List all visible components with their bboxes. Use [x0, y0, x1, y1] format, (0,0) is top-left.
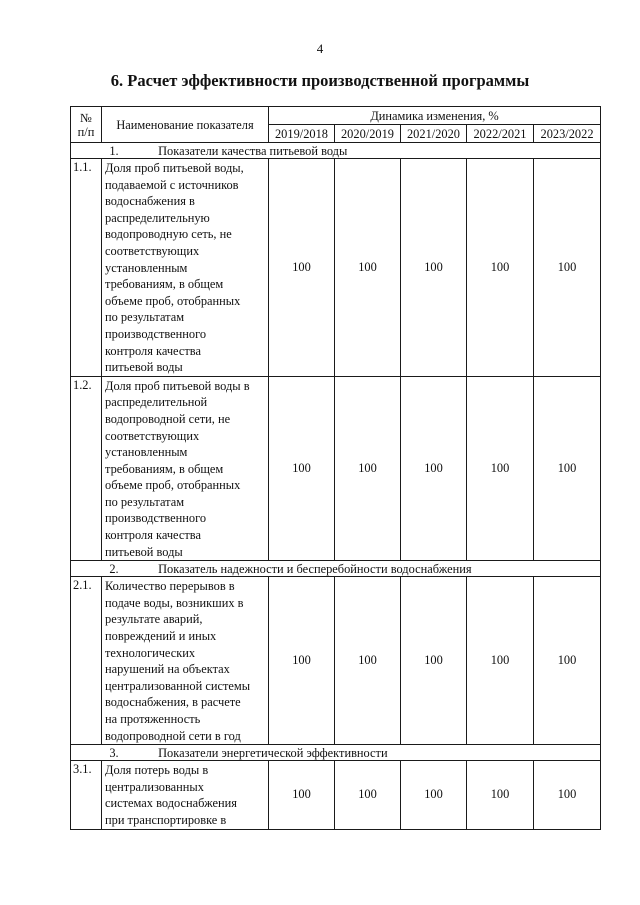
table-row [71, 159, 601, 377]
row-number: 1.1. [71, 159, 102, 377]
value-cell: 100 [467, 761, 534, 829]
value-cell: 100 [335, 159, 401, 377]
indicator-line: объеме проб, отобранных [105, 293, 241, 308]
indicator-line: водопроводной сети в год [105, 728, 241, 743]
value-cell: 100 [534, 159, 601, 377]
table-row [71, 376, 601, 561]
indicator-line: на протяженность [105, 712, 201, 726]
indicator-line: распределительную [105, 210, 210, 225]
value-cell: 100 [335, 376, 401, 561]
section-number: 1. [109, 143, 119, 158]
section-header-cell [71, 143, 601, 159]
header-num-cell [71, 107, 102, 143]
indicator-name [102, 577, 269, 745]
indicator-name [102, 159, 269, 377]
value-cell: 100 [401, 159, 467, 377]
indicator-line: производственного [105, 511, 207, 526]
indicator-line: водоснабжения в [105, 194, 195, 209]
value-cell: 100 [401, 577, 467, 745]
indicator-line: Доля потерь воды в [105, 763, 209, 778]
indicator-line: технологических [105, 645, 196, 660]
value-cell: 100 [269, 376, 335, 561]
indicator-line: Доля проб питьевой воды в [105, 378, 250, 393]
value-cell: 100 [467, 159, 534, 377]
section-number: 2. [109, 561, 119, 576]
row-number: 3.1. [71, 761, 102, 829]
indicator-line: водопроводной сети, не [105, 411, 231, 426]
section-title: Показатели энергетической эффективности [158, 745, 388, 760]
section-header-cell [71, 561, 601, 577]
section-header-row [71, 143, 601, 159]
value-cell: 100 [401, 376, 467, 561]
page-number: 4 [316, 41, 324, 56]
value-cell: 100 [467, 376, 534, 561]
value-cell: 100 [534, 761, 601, 829]
value-cell: 100 [335, 577, 401, 745]
indicator-line: водопроводную сеть, не [105, 227, 232, 242]
header-name-cell [102, 107, 269, 143]
indicator-line: по результатам [105, 310, 185, 325]
indicator-line: Доля проб питьевой воды, [105, 161, 244, 175]
indicator-line: контроля качества [105, 528, 201, 543]
row-number: 2.1. [71, 577, 102, 745]
indicator-name [102, 376, 269, 561]
section-title: Показатель надежности и бесперебойности водоснабжения [158, 561, 472, 576]
value-cell: 100 [269, 159, 335, 377]
indicator-line: системах водоснабжения [105, 796, 237, 811]
value-cell: 100 [534, 376, 601, 561]
section-title: Показатели качества питьевой воды [158, 143, 348, 158]
indicator-line: подаче воды, возникших в [105, 595, 244, 610]
value-cell: 100 [269, 761, 335, 829]
indicator-line: водоснабжения, в расчете [105, 695, 241, 710]
section-number: 3. [109, 745, 119, 760]
indicator-line: требованиям, в общем [105, 461, 224, 476]
table-header [71, 107, 601, 143]
indicator-line: нарушений на объектах [105, 662, 230, 677]
header-year: 2020/2019 [335, 125, 401, 143]
indicator-line: питьевой воды [105, 360, 183, 375]
section-header-cell [71, 745, 601, 761]
indicator-line: контроля качества [105, 343, 201, 358]
section-header-row [71, 745, 601, 761]
indicator-line: централизованной системы [105, 678, 251, 693]
value-cell: 100 [401, 761, 467, 829]
header-name-label: Наименование показателя [116, 117, 254, 132]
indicator-line: соответствующих [105, 243, 200, 258]
indicator-line: централизованных [105, 779, 204, 794]
indicator-line: требованиям, в общем [105, 277, 224, 292]
header-dynamics-label: Динамика изменения, % [370, 108, 499, 123]
indicator-line: подаваемой с источников [105, 177, 239, 192]
header-year: 2023/2022 [534, 125, 601, 143]
indicator-line: результате аварий, [105, 612, 203, 627]
row-number: 1.2. [71, 376, 102, 561]
header-num-sublabel: п/п [77, 124, 95, 139]
indicator-line: производственного [105, 326, 207, 341]
indicator-line: питьевой воды [105, 544, 183, 559]
table-row [71, 577, 601, 745]
header-num-label: № [80, 110, 92, 125]
table-row [71, 761, 601, 829]
indicator-line: повреждений и иных [105, 629, 217, 644]
value-cell: 100 [335, 761, 401, 829]
section-header-row [71, 561, 601, 577]
header-year: 2022/2021 [467, 125, 534, 143]
indicator-name [102, 761, 269, 829]
indicator-line: объеме проб, отобранных [105, 478, 241, 493]
indicator-line: при транспортировке в [105, 812, 227, 827]
efficiency-table [70, 106, 601, 830]
header-year: 2021/2020 [401, 125, 467, 143]
indicator-line: по результатам [105, 494, 185, 509]
value-cell: 100 [534, 577, 601, 745]
header-dynamics-cell [269, 107, 601, 125]
indicator-line: соответствующих [105, 428, 200, 443]
indicator-line: установленным [105, 445, 188, 460]
indicator-line: установленным [105, 260, 188, 275]
value-cell: 100 [467, 577, 534, 745]
page-title: 6. Расчет эффективности производственной программы [110, 71, 530, 90]
indicator-line: Количество перерывов в [105, 579, 235, 594]
header-year: 2019/2018 [269, 125, 335, 143]
value-cell: 100 [269, 577, 335, 745]
indicator-line: распределительной [105, 395, 208, 410]
